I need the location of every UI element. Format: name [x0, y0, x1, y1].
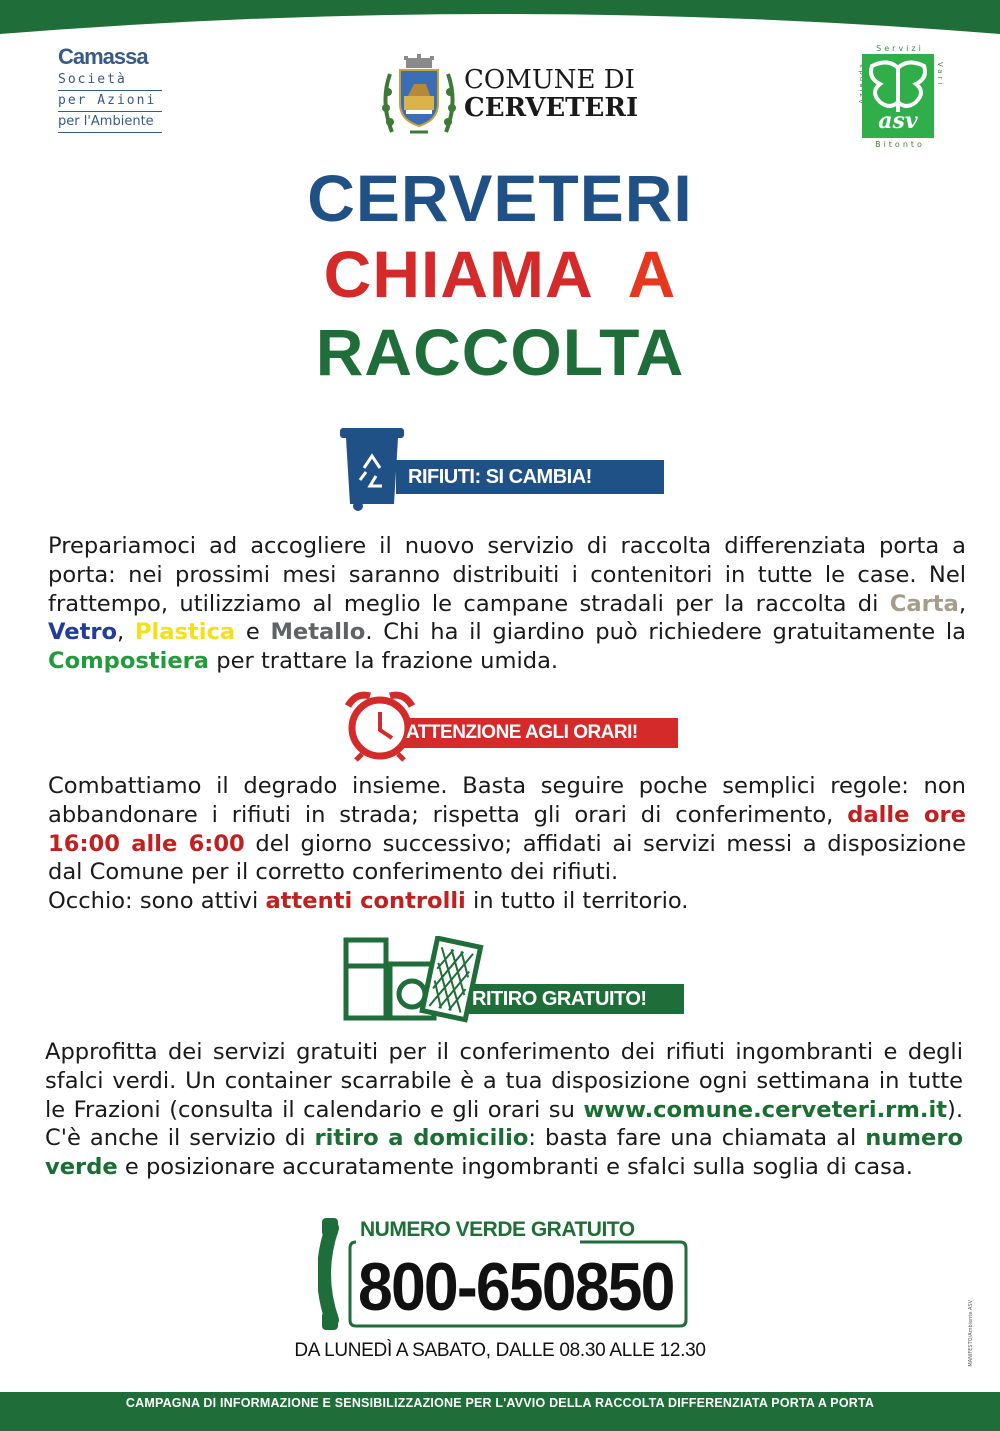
p2-text-c: Occhio: sono attivi [48, 888, 266, 914]
p1-text-a: Prepariamoci ad accogliere il nuovo servizio di raccolta differenziata porta a porta: nei prossimi mesi saranno distribuiti i contenitori in tutte le case. Nel frattempo, utilizziamo al meglio le campane stradali per la raccolta di [48, 533, 966, 617]
p3-text-d: e posizionare accuratamente ingombranti e sfalci sulla soglia di casa. [117, 1154, 913, 1181]
phone-number[interactable]: 800-650850 [358, 1249, 674, 1325]
orari-highlight: dalle ore 16:00 alle 6:00 [48, 801, 966, 857]
p2-text-d: in tutto il territorio. [465, 888, 689, 914]
title-line2-letter: A [627, 237, 677, 311]
p1-text-b: . Chi ha il giardino può richiedere gratuitamente la [365, 619, 966, 646]
top-green-arc [0, 0, 1000, 40]
paragraph-controlli [48, 887, 966, 916]
website-link[interactable]: www.comune.cerveteri.rm.it [583, 1096, 947, 1123]
phone-handset-icon [318, 1216, 358, 1332]
comune-logo [380, 52, 639, 138]
asv-bottom-text: Bitonto [875, 140, 925, 149]
contact-hours: DA LUNEDÌ A SABATO, DALLE 08.30 ALLE 12.30 [294, 1340, 706, 1361]
asv-side-right: Vari [936, 62, 944, 88]
p2-text-a: Combattiamo il degrado insieme. Basta seguire poche semplici regole: non abbandonare i rifiuti in strada; rispetta gli orari di conferimento, [48, 773, 966, 828]
p1-text-c: per trattare la frazione umida. [209, 648, 559, 675]
p1-sep2: , [117, 619, 135, 646]
badge-rifiuti-label: RIFIUTI: SI CAMBIA! [408, 466, 592, 488]
comune-line2: CERVETERI [464, 93, 639, 123]
p1-sep1: , [958, 590, 966, 617]
camassa-logo [58, 44, 162, 133]
plastica-highlight: Plastica [134, 619, 236, 646]
footer-text: CAMPAGNA DI INFORMAZIONE E SENSIBILIZZAZIONE PER L'AVVIO DELLA RACCOLTA DIFFERENZIATA PORTA A PORTA [125, 1396, 875, 1410]
title-line1: CERVETERI [307, 161, 693, 235]
crest-icon [380, 52, 458, 138]
camassa-brand: Camassa [58, 44, 148, 69]
numero-verde-label: NUMERO VERDE GRATUITO [360, 1218, 635, 1241]
comune-name [464, 66, 638, 122]
badge-rifiuti [340, 428, 666, 512]
p3-text-c: : basta fare una chiamata al [528, 1125, 866, 1152]
p3-text-a: Approfitta dei servizi gratuiti per il conferimento dei rifiuti ingombranti e degli sfalci verdi. Un container scarrabile è a tua disposizione ogni settimana in tutte le Frazioni (consulta il calendario e gli orari su [45, 1039, 963, 1123]
camassa-line2: per Azioni [58, 91, 162, 112]
asv-letters: asv [878, 108, 918, 134]
badge-orari-label: ATTENZIONE AGLI ORARI! [406, 722, 638, 743]
compostiera-highlight: Compostiera [48, 648, 210, 675]
carta-highlight: Carta [889, 590, 959, 617]
paragraph-rifiuti [48, 532, 966, 676]
comune-line1: COMUNE DI [464, 65, 635, 95]
p3-text-b: ). C'è anche il servizio di [45, 1096, 963, 1152]
paragraph-orari [48, 772, 966, 887]
camassa-line1: Società [58, 70, 162, 91]
title-line2 [0, 236, 1000, 312]
paragraph-ritiro [45, 1038, 963, 1182]
controlli-highlight: attenti controlli [265, 888, 466, 914]
ritiro-highlight: ritiro a domicilio [314, 1125, 529, 1152]
badge-ritiro-label: RITIRO GRATUITO! [472, 988, 647, 1010]
metallo-highlight: Metallo [270, 619, 366, 646]
camassa-line3: per l'Ambiente [58, 112, 162, 133]
p1-sep3: e [235, 619, 271, 646]
badge-ritiro [342, 936, 684, 1024]
title-line2-word: CHIAMA [323, 237, 594, 311]
asv-top-text: Servizi [876, 44, 924, 53]
p2-text-b: del giorno successivo; affidati ai servizi messi a disposizione dal Comune per il corretto conferimento dei rifiuti. [48, 830, 966, 886]
side-note: MANIFESTO/Ambiente ASV [968, 1300, 974, 1367]
asv-logo [860, 44, 944, 152]
numero-verde-highlight: numero verde [45, 1125, 963, 1181]
title-line3: RACCOLTA [315, 315, 685, 389]
vetro-highlight: Vetro [48, 619, 118, 646]
badge-orari [342, 690, 678, 762]
